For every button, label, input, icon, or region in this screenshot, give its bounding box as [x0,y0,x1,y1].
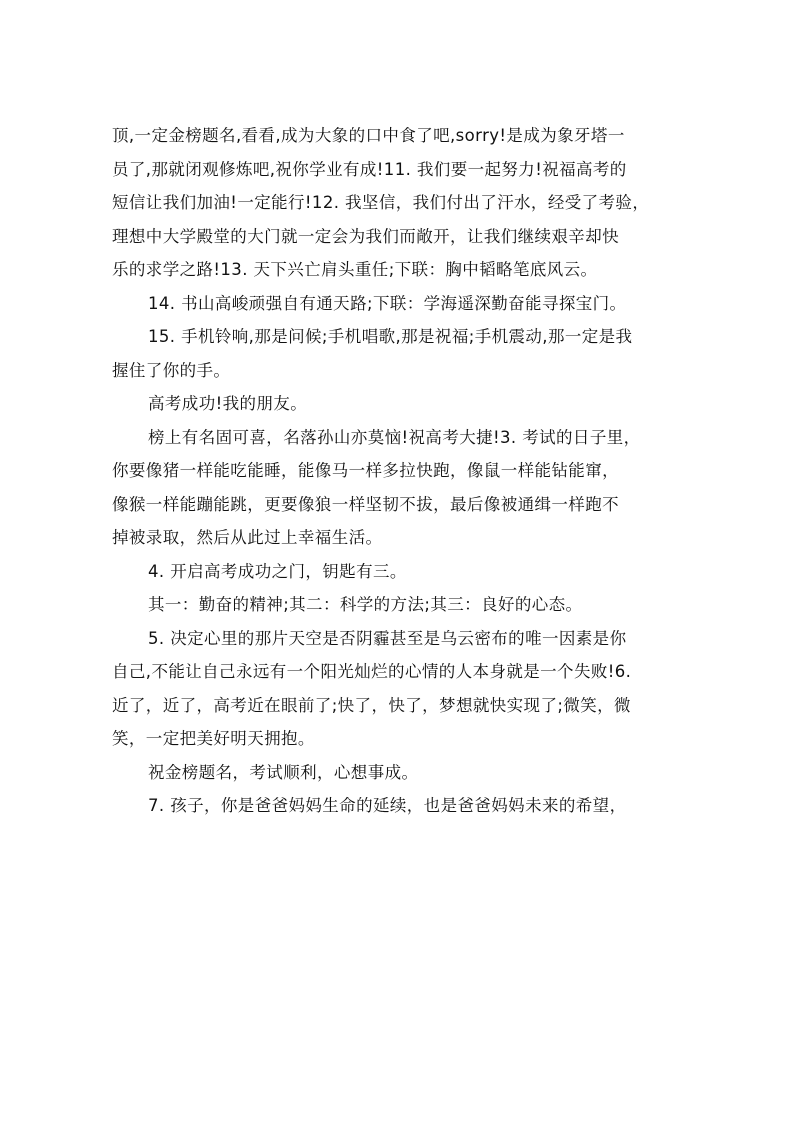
text-line: 自己,不能让自己永远有一个阳光灿烂的心情的人本身就是一个失败!6. [112,662,632,681]
text-line: 乐的求学之路!13. 天下兴亡肩头重任;下联：胸中韬略笔底风云。 [112,260,598,279]
text-line: 15. 手机铃响,那是问候;手机唱歌,那是祝福;手机震动,那一定是我 [148,327,633,346]
paragraph [112,320,712,387]
text-line: 其一：勤奋的精神;其二：科学的方法;其三：良好的心态。 [148,595,583,614]
text-line: 握住了你的手。 [112,360,231,380]
document-body [112,119,712,823]
paragraph [112,622,712,756]
paragraph [112,555,712,589]
text-line: 掉被录取，然后从此过上幸福生活。 [112,528,383,547]
paragraph [112,789,712,823]
text-line: 高考成功!我的朋友。 [148,394,308,413]
paragraph [112,287,712,321]
paragraph [112,387,712,421]
text-line: 7. 孩子，你是爸爸妈妈生命的延续，也是爸爸妈妈未来的希望， [148,796,627,815]
paragraph [112,421,712,555]
text-line: 你要像猪一样能吃能睡，能像马一样多拉快跑，像鼠一样能钻能窜， [112,461,619,480]
text-line: 顶,一定金榜题名,看看,成为大象的口中食了吧,sorry!是成为象牙塔一 [112,126,625,145]
text-line: 近了，近了，高考近在眼前了;快了，快了，梦想就快实现了;微笑，微 [112,695,631,715]
text-line: 像猴一样能蹦能跳，更要像狼一样坚韧不拔，最后像被通缉一样跑不 [112,494,619,514]
text-line: 5. 决定心里的那片天空是否阴霾甚至是乌云密布的唯一因素是你 [148,628,627,648]
text-line: 4. 开启高考成功之门，钥匙有三。 [148,561,407,581]
paragraph [112,756,712,790]
text-line: 笑，一定把美好明天拥抱。 [112,729,315,748]
text-line: 14. 书山高峻顽强自有通天路;下联：学海遥深勤奋能寻探宝门。 [148,293,627,313]
text-line: 榜上有名固可喜，名落孙山亦莫恼!祝高考大捷!3. 考试的日子里， [148,427,641,447]
paragraph [112,588,712,622]
text-line: 员了,那就闭观修炼吧,祝你学业有成!11. 我们要一起努力!祝福高考的 [112,159,627,179]
paragraph [112,119,712,287]
text-line: 短信让我们加油!一定能行!12. 我坚信，我们付出了汗水，经受了考验， [112,193,650,212]
text-line: 理想中大学殿堂的大门就一定会为我们而敞开，让我们继续艰辛却快 [112,226,619,246]
text-line: 祝金榜题名，考试顺利，心想事成。 [148,762,419,782]
